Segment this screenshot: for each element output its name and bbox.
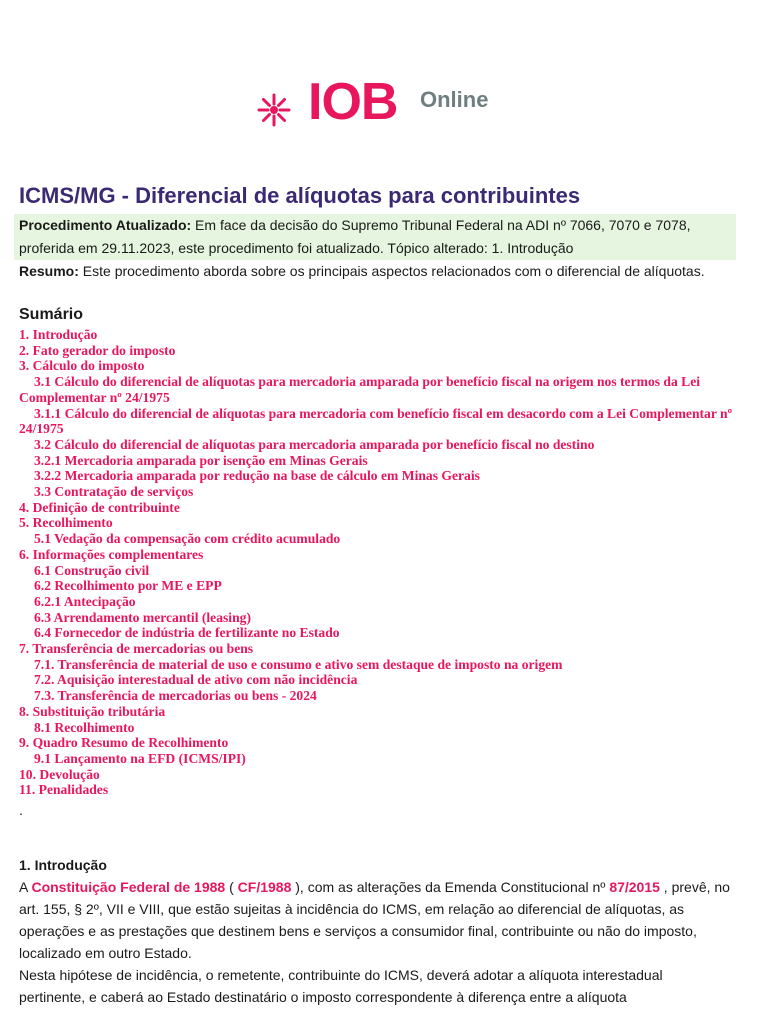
toc-link[interactable]: 6.4 Fornecedor de indústria de fertilizante no Estado — [34, 625, 340, 641]
toc-link[interactable]: 4. Definição de contribuinte — [19, 499, 180, 515]
notice-label: Procedimento Atualizado: — [19, 217, 192, 233]
toc-link[interactable]: 6.2 Recolhimento por ME e EPP — [34, 578, 222, 594]
summary-abstract — [19, 260, 731, 282]
paragraph: Nesta hipótese de incidência, o remetente, contribuinte do ICMS, deverá adotar a alíquota interestadual pertinente, e caberá ao Estado destinatário o imposto correspondente à diferença entre a alíquota — [19, 967, 663, 1005]
header — [0, 0, 768, 150]
toc-link[interactable]: 9. Quadro Resumo de Recolhimento — [19, 735, 229, 751]
toc-link[interactable]: 3. Cálculo do imposto — [19, 358, 145, 374]
toc-link[interactable]: 7.3. Transferência de mercadorias ou bens - 2024 — [34, 688, 317, 704]
toc-link[interactable]: 6.3 Arrendamento mercantil (leasing) — [34, 609, 251, 625]
toc-link[interactable]: 5.1 Vedação da compensação com crédito acumulado — [34, 531, 341, 547]
toc-heading: Sumário — [19, 306, 84, 323]
toc-link[interactable]: 3.2.1 Mercadoria amparada por isenção em Minas Gerais — [34, 452, 368, 468]
toc-link[interactable]: 3.2 Cálculo do diferencial de alíquotas para mercadoria amparada por benefício fiscal no destino — [34, 436, 595, 452]
toc-link[interactable]: 11. Penalidades — [19, 782, 109, 798]
resumo-text: Este procedimento aborda sobre os principais aspectos relacionados com o diferencial de alíquotas. — [78, 263, 705, 279]
text-run: A — [19, 879, 32, 895]
brand-logo-suffix: Online — [420, 87, 489, 112]
toc-link[interactable]: 7.1. Transferência de material de uso e consumo e ativo sem destaque de imposto na origem — [34, 656, 563, 672]
resumo-label: Resumo: — [19, 263, 79, 279]
paragraph — [19, 876, 731, 964]
notice-text: Em face da decisão do Supremo Tribunal Federal na ADI nº 7066, 7070 e 7078, proferida em 29.11.2023, este procedimento foi atualizado. Tópico alterado: 1. Introdução — [19, 217, 691, 256]
section-body — [19, 876, 731, 1008]
toc-link[interactable]: 6. Informações complementares — [19, 546, 204, 562]
toc-link[interactable]: 7. Transferência de mercadorias ou bens — [19, 641, 254, 657]
toc-link[interactable]: 3.1 Cálculo do diferencial de alíquotas para mercadoria amparada por benefício fiscal na origem nos termos da Lei Complementar nº 24/1975 — [19, 374, 701, 405]
toc-link[interactable]: 5. Recolhimento — [19, 515, 113, 531]
section-heading-introducao: 1. Introdução — [19, 857, 107, 873]
text-run: , prevê, no art. 155, § 2º, VII e VIII, que estão sujeitas à incidência do ICMS, em relação ao diferencial de alíquotas, as operações e as prestações que destinem bens e serviços a consumidor final, contribuinte ou não do imposto, localizado em outro Estado. — [19, 879, 730, 961]
toc-link[interactable]: 3.1.1 Cálculo do diferencial de alíquotas para mercadoria com benefício fiscal em desacordo com a Lei Complementar nº 24/1975 — [19, 405, 733, 437]
toc-link[interactable]: 3.2.2 Mercadoria amparada por redução na base de cálculo em Minas Gerais — [34, 468, 480, 484]
brand-star-icon — [256, 92, 292, 128]
toc-link[interactable]: 2. Fato gerador do imposto — [19, 342, 176, 358]
update-notice — [14, 214, 736, 260]
brand-logo: IOB — [308, 73, 398, 131]
toc-link[interactable]: 9.1 Lançamento na EFD (ICMS/IPI) — [34, 750, 246, 766]
toc-link[interactable]: 8. Substituição tributária — [19, 703, 166, 719]
toc-end-mark: . — [19, 802, 23, 818]
link-ec-87-2015[interactable]: 87/2015 — [609, 879, 660, 895]
text-run: ( — [225, 879, 238, 895]
link-constituicao-federal[interactable]: Constituição Federal de 1988 — [31, 879, 226, 895]
text-run: ), com as alterações da Emenda Constitucional nº — [291, 879, 610, 895]
link-cf-1988[interactable]: CF/1988 — [237, 879, 292, 895]
table-of-contents — [19, 327, 743, 798]
toc-link[interactable]: 1. Introdução — [19, 327, 98, 342]
toc-link[interactable]: 3.3 Contratação de serviços — [34, 484, 194, 500]
page-title: ICMS/MG - Diferencial de alíquotas para contribuintes — [19, 183, 581, 208]
toc-link[interactable]: 6.1 Construção civil — [34, 562, 150, 578]
toc-link[interactable]: 8.1 Recolhimento — [34, 719, 135, 735]
toc-link[interactable]: 6.2.1 Antecipação — [34, 593, 136, 609]
toc-link[interactable]: 10. Devolução — [19, 766, 100, 782]
toc-link[interactable]: 7.2. Aquisição interestadual de ativo com não incidência — [34, 672, 358, 688]
